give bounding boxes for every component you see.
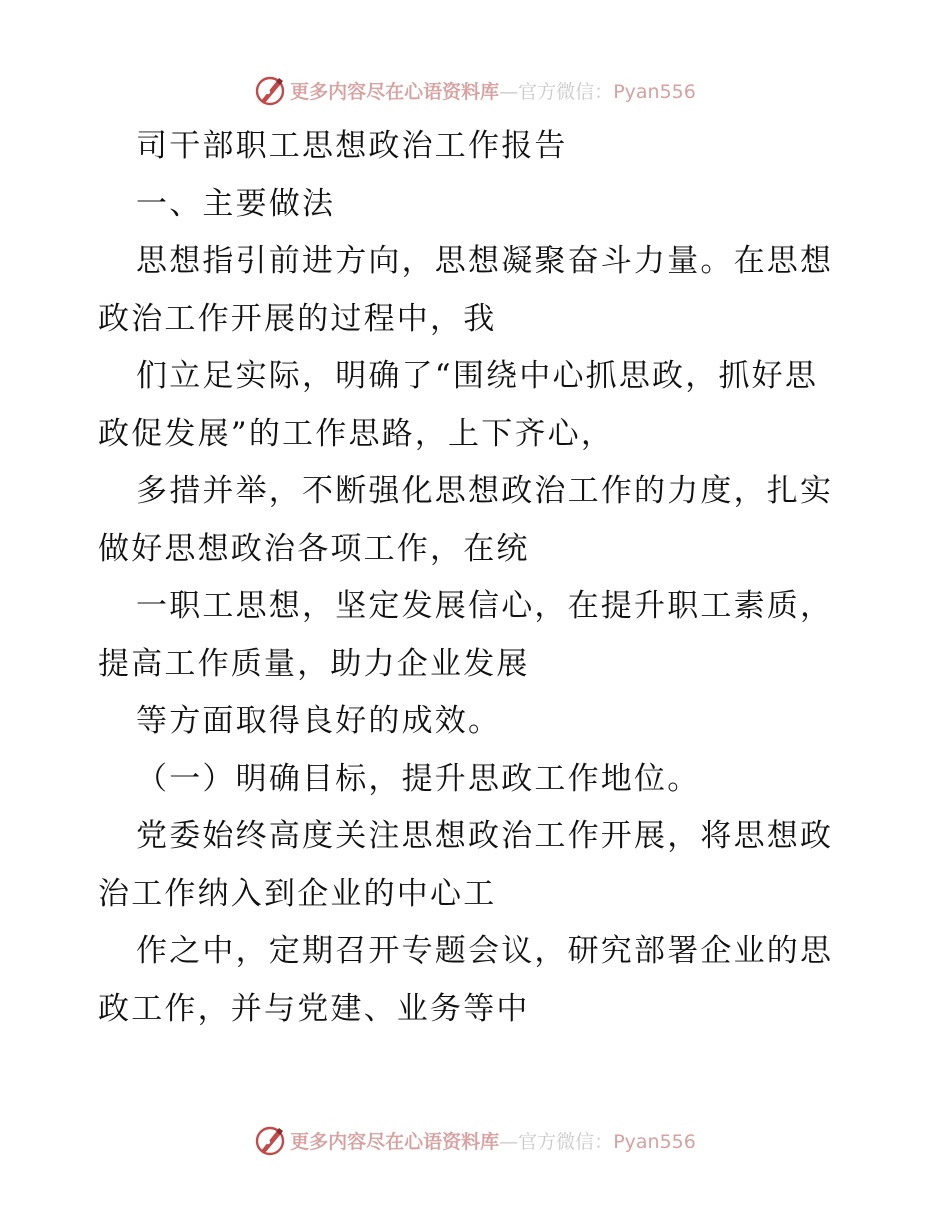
watermark-wechat-id: Pyan556	[613, 1130, 696, 1153]
watermark-wechat-id: Pyan556	[613, 80, 696, 103]
paragraph-line: 作之中，定期召开专题会议，研究部署企业的思	[136, 933, 834, 969]
paragraph-line: 司干部职工思想政治工作报告	[136, 128, 568, 164]
watermark-text	[290, 1127, 696, 1154]
paragraph-line: 政促发展”的工作思路，上下齐心，	[98, 415, 615, 452]
pen-logo-icon	[254, 74, 286, 106]
watermark-wechat-label: 官方微信：	[518, 80, 614, 103]
watermark-brand: 更多内容尽在心语资料库	[290, 80, 500, 103]
header-watermark	[0, 70, 950, 110]
pen-logo-icon	[254, 1124, 286, 1156]
paragraph-line: 思想指引前进方向，思想凝聚奋斗力量。在思想	[136, 243, 834, 279]
paragraph-line: 一职工思想，坚定发展信心，在提升职工素质，	[136, 588, 834, 624]
paragraph-line: （一）明确目标，提升思政工作地位。	[136, 760, 701, 797]
paragraph-line: 等方面取得良好的成效。	[136, 703, 502, 739]
paragraph-line: 政工作，并与党建、业务等中	[98, 990, 530, 1027]
paragraph-line: 政治工作开展的过程中，我	[98, 300, 497, 337]
paragraph-line: 们立足实际，明确了“围绕中心抓思政，抓好思	[136, 358, 819, 394]
footer-watermark	[0, 1120, 950, 1160]
watermark-dash: —	[499, 1130, 519, 1153]
watermark-text	[290, 77, 696, 104]
watermark-wechat-label: 官方微信：	[518, 1130, 614, 1153]
paragraph-line: 做好思想政治各项工作，在统	[98, 530, 530, 567]
paragraph-line: 党委始终高度关注思想政治工作开展，将思想政	[136, 818, 834, 854]
paragraph-line: 一、主要做法	[136, 185, 336, 222]
paragraph-line: 治工作纳入到企业的中心工	[98, 875, 497, 912]
paragraph-line: 多措并举，不断强化思想政治工作的力度，扎实	[136, 473, 834, 509]
paragraph-line: 提高工作质量，助力企业发展	[98, 645, 530, 682]
watermark-dash: —	[499, 80, 519, 103]
watermark-brand: 更多内容尽在心语资料库	[290, 1130, 500, 1153]
document-body	[98, 118, 858, 1038]
